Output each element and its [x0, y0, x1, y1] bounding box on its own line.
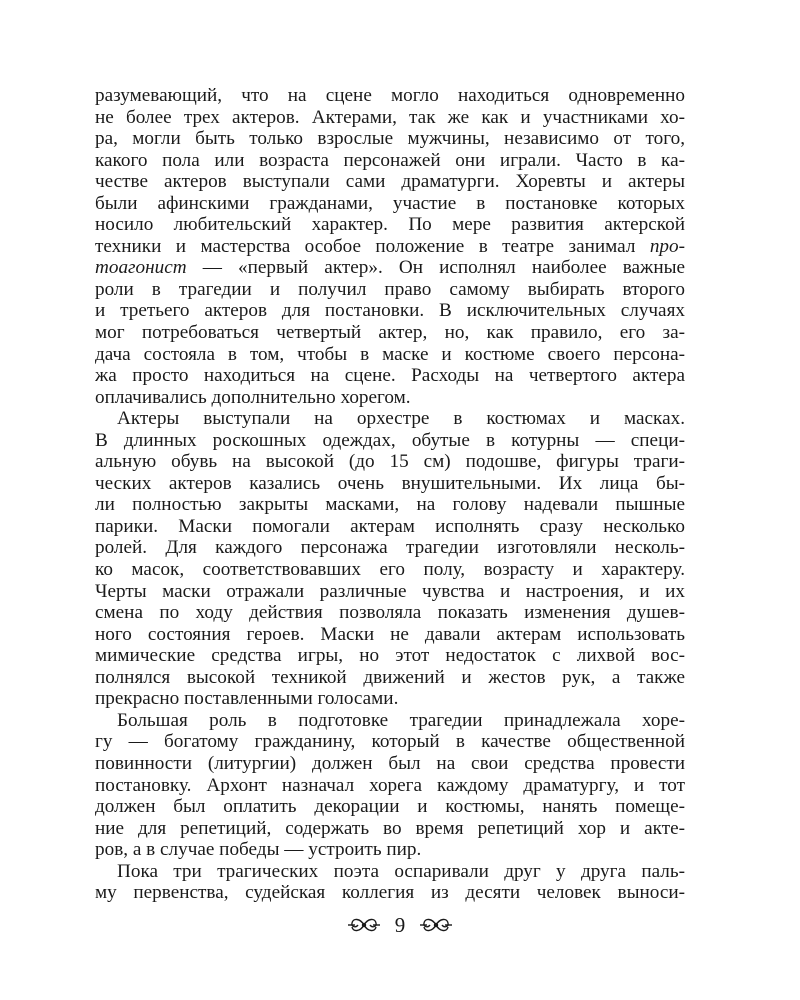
page-footer — [0, 905, 800, 945]
text-line: прекрасно поставленными голосами. — [95, 688, 399, 710]
page-number: 9 — [394, 912, 406, 937]
text-line: ние для репетиций, содержать во время репетиций хор и акте- — [95, 817, 685, 839]
text-line — [95, 257, 685, 279]
italic-term: про- — [649, 235, 685, 257]
text-line: мог потребоваться четвертый актер, но, как правило, его за- — [95, 322, 685, 344]
text-line: ко масок, соответствовавших его полу, возрасту и характеру. — [95, 559, 685, 581]
floral-ornament-icon — [347, 914, 381, 936]
text-line: Черты маски отражали различные чувства и настроения, и их — [95, 580, 685, 602]
text-line: ного состояния героев. Маски не давали актерам использовать — [95, 623, 685, 645]
text-line: ролей. Для каждого персонажа трагедии изготовляли несколь- — [95, 537, 685, 559]
text-line: гу — богатому гражданину, который в качестве общественной — [95, 731, 685, 753]
floral-ornament-icon — [419, 914, 453, 936]
text-line — [95, 236, 685, 258]
text-line: ров, а в случае победы — устроить пир. — [95, 839, 422, 861]
text-line: Актеры выступали на орхестре в костюмах и масках. — [117, 408, 685, 430]
text-line-content: техники и мастерства особое положение в театре занимал — [95, 235, 636, 257]
text-line: парики. Маски помогали актерам исполнять сразу несколько — [95, 515, 685, 537]
text-line: Пока три трагических поэта оспаривали друг у друга паль- — [117, 860, 685, 882]
text-line: были афинскими гражданами, участие в постановке которых — [95, 192, 685, 214]
text-line: носило любительский характер. По мере развития актерской — [95, 214, 685, 236]
text-line: альную обувь на высокой (до 15 см) подошве, фигуры траги- — [95, 451, 685, 473]
text-line: не более трех актеров. Актерами, так же как и участниками хо- — [95, 106, 685, 128]
text-line: какого пола или возраста персонажей они играли. Часто в ка- — [95, 149, 685, 171]
text-line: дача состояла в том, чтобы в маске и костюме своего персона- — [95, 343, 685, 365]
text-line: жа просто находиться на сцене. Расходы на четвертого актера — [95, 365, 685, 387]
text-line: разумевающий, что на сцене могло находиться одновременно — [95, 85, 685, 106]
text-line: ра, могли быть только взрослые мужчины, независимо от того, — [95, 128, 685, 150]
text-line: му первенства, судейская коллегия из десяти человек выноси- — [95, 882, 685, 904]
text-line: повинности (литургии) должен был на свои средства провести — [95, 752, 685, 774]
text-line: ли полностью закрыты масками, на голову надевали пышные — [95, 494, 685, 516]
text-line: честве актеров выступали сами драматурги. Хоревты и актеры — [95, 171, 685, 193]
italic-term: тоагонист — [95, 257, 187, 279]
text-line: Большая роль в подготовке трагедии принадлежала хоре- — [117, 709, 685, 731]
text-line: полнялся высокой техникой движений и жестов рук, а также — [95, 666, 685, 688]
text-line-content: — «первый актер». Он исполнял наиболее важные — [202, 257, 685, 279]
text-line: ческих актеров казались очень внушительными. Их лица бы- — [95, 472, 685, 494]
text-line: оплачивались дополнительно хорегом. — [95, 386, 411, 408]
text-line: должен был оплатить декорации и костюмы, нанять помеще- — [95, 796, 685, 818]
text-line: постановку. Архонт назначал хорега каждому драматургу, и тот — [95, 774, 685, 796]
text-line: роли в трагедии и получил право самому выбирать второго — [95, 278, 685, 300]
text-line: и третьего актеров для постановки. В исключительных случаях — [95, 300, 685, 322]
body-text — [95, 85, 685, 904]
text-line: мимические средства игры, но этот недостаток с лихвой вос- — [95, 645, 685, 667]
text-line: В длинных роскошных одеждах, обутые в котурны — специ- — [95, 429, 685, 451]
text-line: смена по ходу действия позволяла показать изменения душев- — [95, 602, 685, 624]
